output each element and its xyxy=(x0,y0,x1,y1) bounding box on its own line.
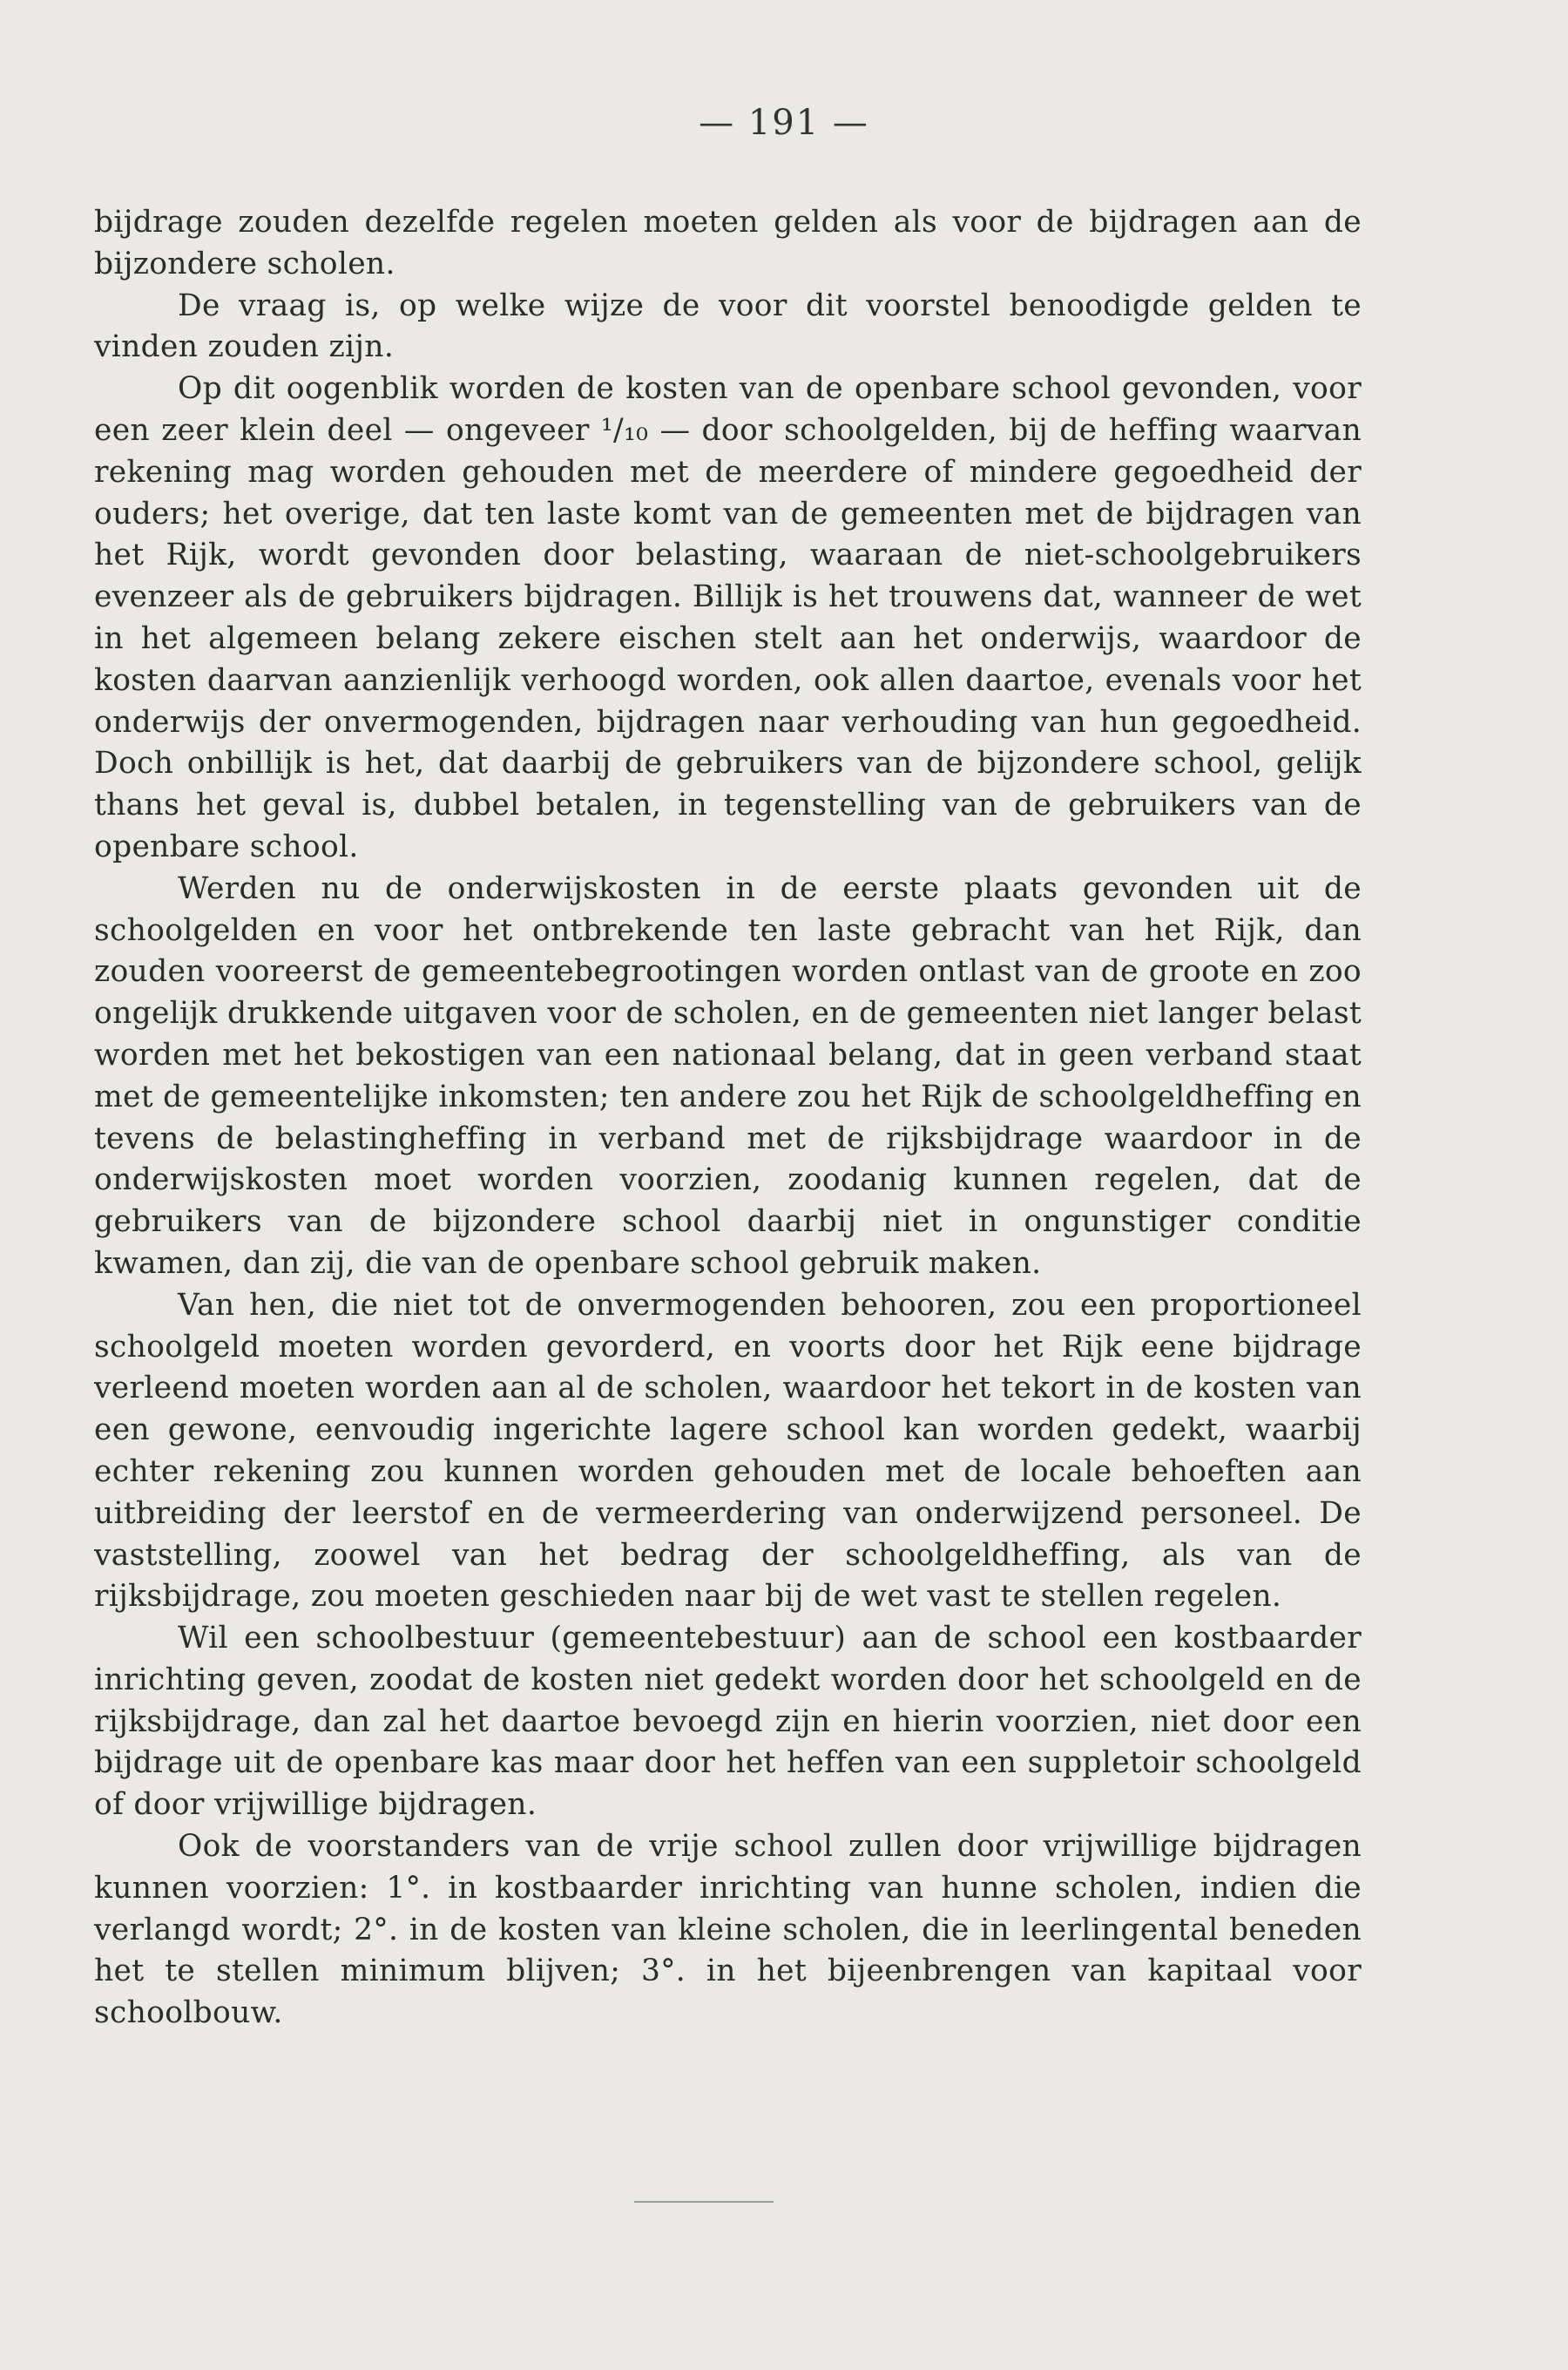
end-rule-divider xyxy=(634,2201,774,2203)
paragraph-3: Op dit oogenblik worden de kosten van de openbare school gevonden, voor een zeer klein deel — ongeveer ¹/₁₀ — door schoolgelden, bij de heffing waarvan rekening mag worden gehouden met de meerdere of mindere gegoedheid der ouders; het overige, dat ten laste komt van de gemeenten met de bijdragen van het Rijk, wordt gevonden door belasting, waaraan de niet-schoolgebruikers evenzeer als de gebruikers bijdragen. Billijk is het trouwens dat, wanneer de wet in het algemeen belang zekere eischen stelt aan het onderwijs, waardoor de kosten daarvan aanzienlijk verhoogd worden, ook allen daartoe, evenals voor het onderwijs der onvermogenden, bijdragen naar verhouding van hun gegoedheid. Doch onbillijk is het, dat daarbij de gebruikers van de bijzondere school, gelijk thans het geval is, dubbel betalen, in tegenstelling van de gebruikers van de openbare school. xyxy=(94,371,1362,864)
page-number: — 191 — xyxy=(699,103,869,143)
paragraph-2: De vraag is, op welke wijze de voor dit voorstel benoodigde gelden te vinden zouden zijn. xyxy=(94,288,1362,365)
paragraph-5: Van hen, die niet tot de onvermogenden behooren, zou een proportioneel schoolgeld moeten worden gevorderd, en voorts door het Rijk eene bijdrage verleend moeten worden aan al de scholen, waardoor het tekort in de kosten van een gewone, eenvoudig ingerichte lagere school kan worden gedekt, waarbij echter rekening zou kunnen worden gehouden met de locale behoeften aan uitbreiding der leerstof en de vermeerdering van onderwijzend personeel. De vaststelling, zoowel van het bedrag der schoolgeldheffing, als van de rijksbijdrage, zou moeten geschieden naar bij de wet vast te stellen regelen. xyxy=(94,1287,1362,1615)
paragraph-1: bijdrage zouden dezelfde regelen moeten gelden als voor de bijdragen aan de bijzondere scholen. xyxy=(94,205,1362,281)
paragraph-7: Ook de voorstanders van de vrije school zullen door vrijwillige bijdragen kunnen voorzien: 1°. in kostbaarder inrichting van hunne scholen, indien die verlangd wordt; 2°. in de kosten van kleine scholen, die in leerlingental beneden het te stellen minimum blijven; 3°. in het bijeenbrengen van kapitaal voor schoolbouw. xyxy=(94,1829,1362,2031)
paragraph-6: Wil een schoolbestuur (gemeentebestuur) aan de school een kostbaarder inrichting geven, zoodat de kosten niet gedekt worden door het schoolgeld en de rijksbijdrage, dan zal het daartoe bevoegd zijn en hierin voorzien, niet door een bijdrage uit de openbare kas maar door het heffen van een suppletoir schoolgeld of door vrijwillige bijdragen. xyxy=(94,1621,1362,1823)
body-text xyxy=(94,202,1362,2035)
paragraph-4: Werden nu de onderwijskosten in de eerste plaats gevonden uit de schoolgelden en voor het ontbrekende ten laste gebracht van het Rijk, dan zouden vooreerst de gemeentebegrootingen worden ontlast van de groote en zoo ongelijk drukkende uitgaven voor de scholen, en de gemeenten niet langer belast worden met het bekostigen van een nationaal belang, dat in geen verband staat met de gemeentelijke inkomsten; ten andere zou het Rijk de schoolgeldheffing en tevens de belastingheffing in verband met de rijksbijdrage waardoor in de onderwijskosten moet worden voorzien, zoodanig kunnen regelen, dat de gebruikers van de bijzondere school daarbij niet in ongunstiger conditie kwamen, dan zij, die van de openbare school gebruik maken. xyxy=(94,870,1362,1281)
